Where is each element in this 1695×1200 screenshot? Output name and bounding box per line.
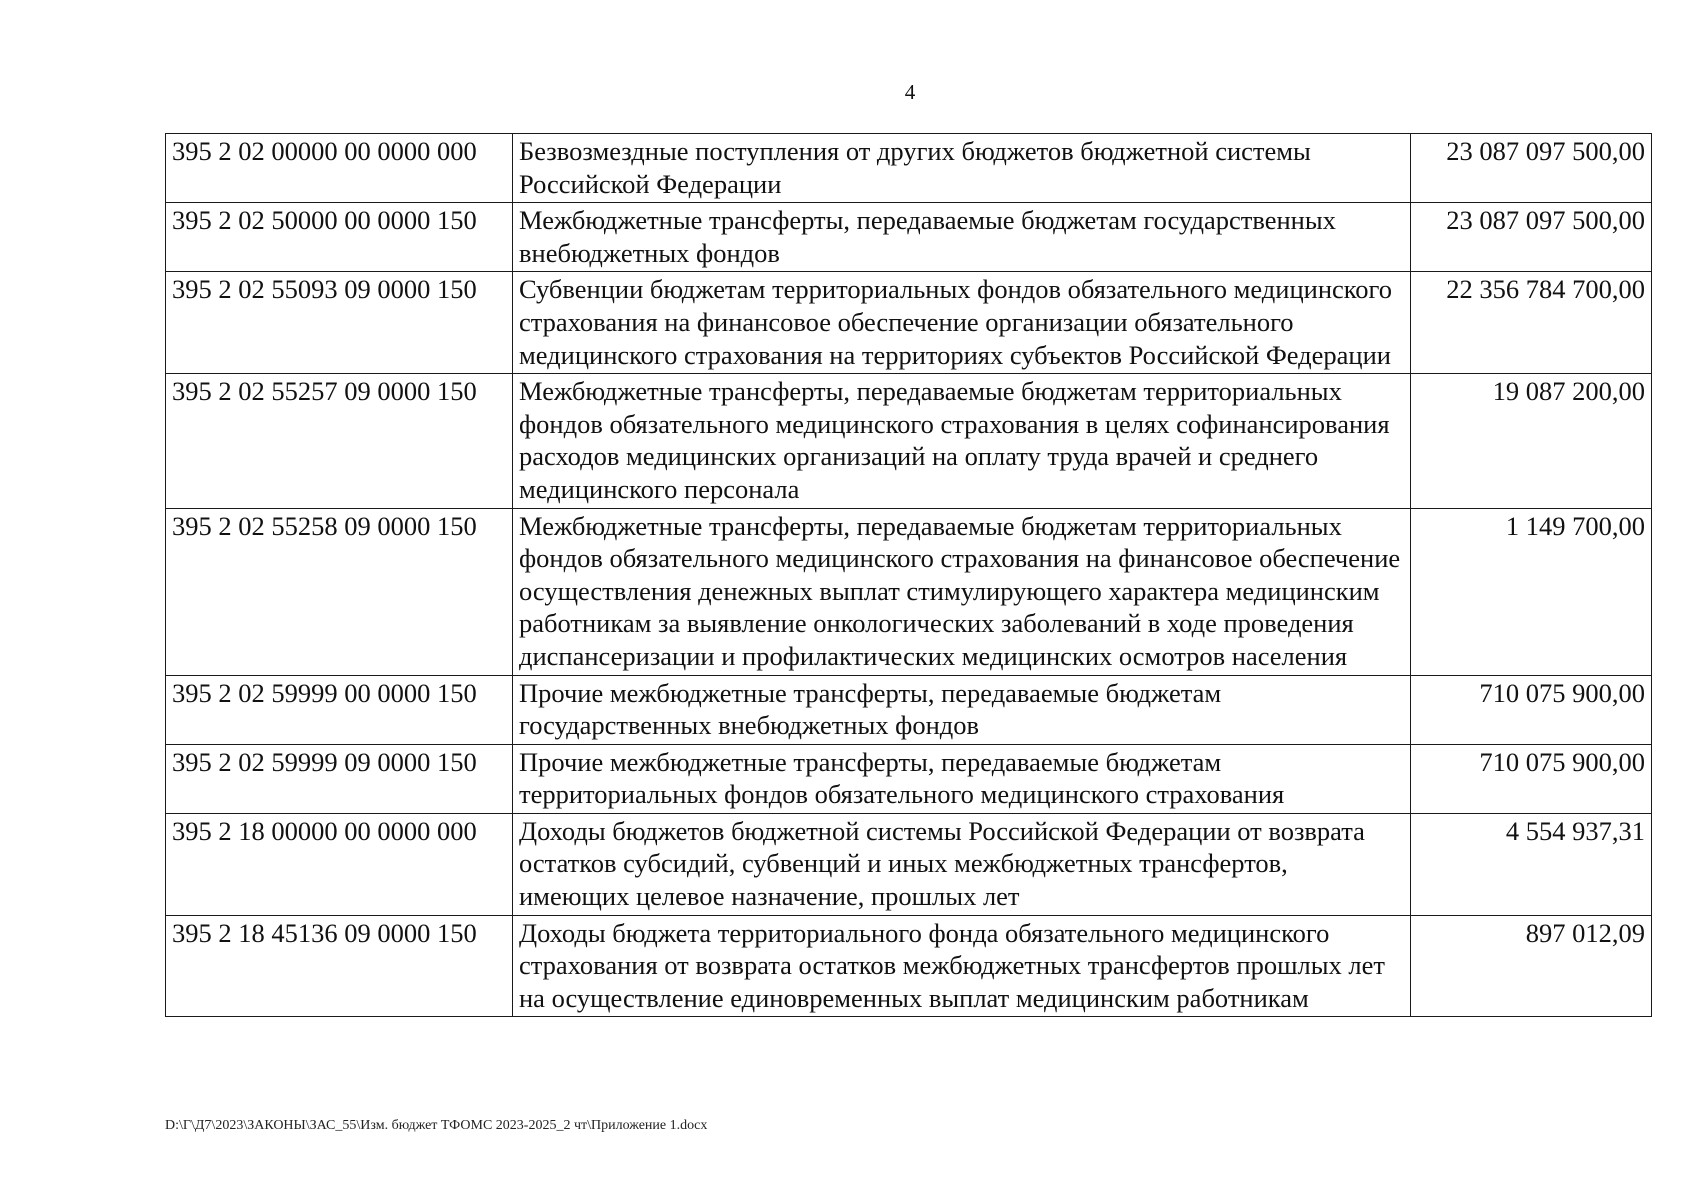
- table-row: [166, 744, 1652, 813]
- page-number: 4: [904, 80, 916, 104]
- budget-code-cell: 395 2 02 00000 00 0000 000: [166, 134, 513, 203]
- budget-code-cell: 395 2 02 55258 09 0000 150: [166, 508, 513, 675]
- table-row: [166, 508, 1652, 675]
- table-row: [166, 374, 1652, 508]
- description-cell: Межбюджетные трансферты, передаваемые бюджетам государственных внебюджетных фондов: [513, 203, 1411, 272]
- table-row: [166, 675, 1652, 744]
- budget-revenue-table: [165, 133, 1652, 1017]
- amount-cell: 23 087 097 500,00: [1411, 203, 1652, 272]
- description-cell: Доходы бюджетов бюджетной системы Российской Федерации от возврата остатков субсидий, субвенций и иных межбюджетных трансфертов, имеющих целевое назначение, прошлых лет: [513, 813, 1411, 915]
- budget-code-cell: 395 2 18 45136 09 0000 150: [166, 915, 513, 1017]
- amount-cell: 4 554 937,31: [1411, 813, 1652, 915]
- amount-cell: 897 012,09: [1411, 915, 1652, 1017]
- budget-code-cell: 395 2 18 00000 00 0000 000: [166, 813, 513, 915]
- table-row: [166, 272, 1652, 374]
- table-row: [166, 813, 1652, 915]
- description-cell: Безвозмездные поступления от других бюджетов бюджетной системы Российской Федерации: [513, 134, 1411, 203]
- amount-cell: 23 087 097 500,00: [1411, 134, 1652, 203]
- document-file-path: D:\Г\Д7\2023\ЗАКОНЫ\ЗАС_55\Изм. бюджет ТФОМС 2023-2025_2 чт\Приложение 1.docx: [165, 1118, 708, 1133]
- budget-code-cell: 395 2 02 55093 09 0000 150: [166, 272, 513, 374]
- amount-cell: 19 087 200,00: [1411, 374, 1652, 508]
- table-row: [166, 203, 1652, 272]
- description-cell: Прочие межбюджетные трансферты, передаваемые бюджетам государственных внебюджетных фондов: [513, 675, 1411, 744]
- budget-code-cell: 395 2 02 59999 00 0000 150: [166, 675, 513, 744]
- amount-cell: 710 075 900,00: [1411, 675, 1652, 744]
- description-cell: Межбюджетные трансферты, передаваемые бюджетам территориальных фондов обязательного медицинского страхования на финансовое обеспечение осуществления денежных выплат стимулирующего характера медицинским работникам за выявление онкологических заболеваний в ходе проведения диспансеризации и профилактических медицинских осмотров населения: [513, 508, 1411, 675]
- amount-cell: 710 075 900,00: [1411, 744, 1652, 813]
- budget-code-cell: 395 2 02 50000 00 0000 150: [166, 203, 513, 272]
- amount-cell: 1 149 700,00: [1411, 508, 1652, 675]
- table-row: [166, 915, 1652, 1017]
- description-cell: Прочие межбюджетные трансферты, передаваемые бюджетам территориальных фондов обязательного медицинского страхования: [513, 744, 1411, 813]
- amount-cell: 22 356 784 700,00: [1411, 272, 1652, 374]
- table-row: [166, 134, 1652, 203]
- budget-code-cell: 395 2 02 59999 09 0000 150: [166, 744, 513, 813]
- description-cell: Субвенции бюджетам территориальных фондов обязательного медицинского страхования на финансовое обеспечение организации обязательного медицинского страхования на территориях субъектов Российской Федерации: [513, 272, 1411, 374]
- description-cell: Доходы бюджета территориального фонда обязательного медицинского страхования от возврата остатков межбюджетных трансфертов прошлых лет на осуществление единовременных выплат медицинским работникам: [513, 915, 1411, 1017]
- description-cell: Межбюджетные трансферты, передаваемые бюджетам территориальных фондов обязательного медицинского страхования в целях софинансирования расходов медицинских организаций на оплату труда врачей и среднего медицинского персонала: [513, 374, 1411, 508]
- budget-code-cell: 395 2 02 55257 09 0000 150: [166, 374, 513, 508]
